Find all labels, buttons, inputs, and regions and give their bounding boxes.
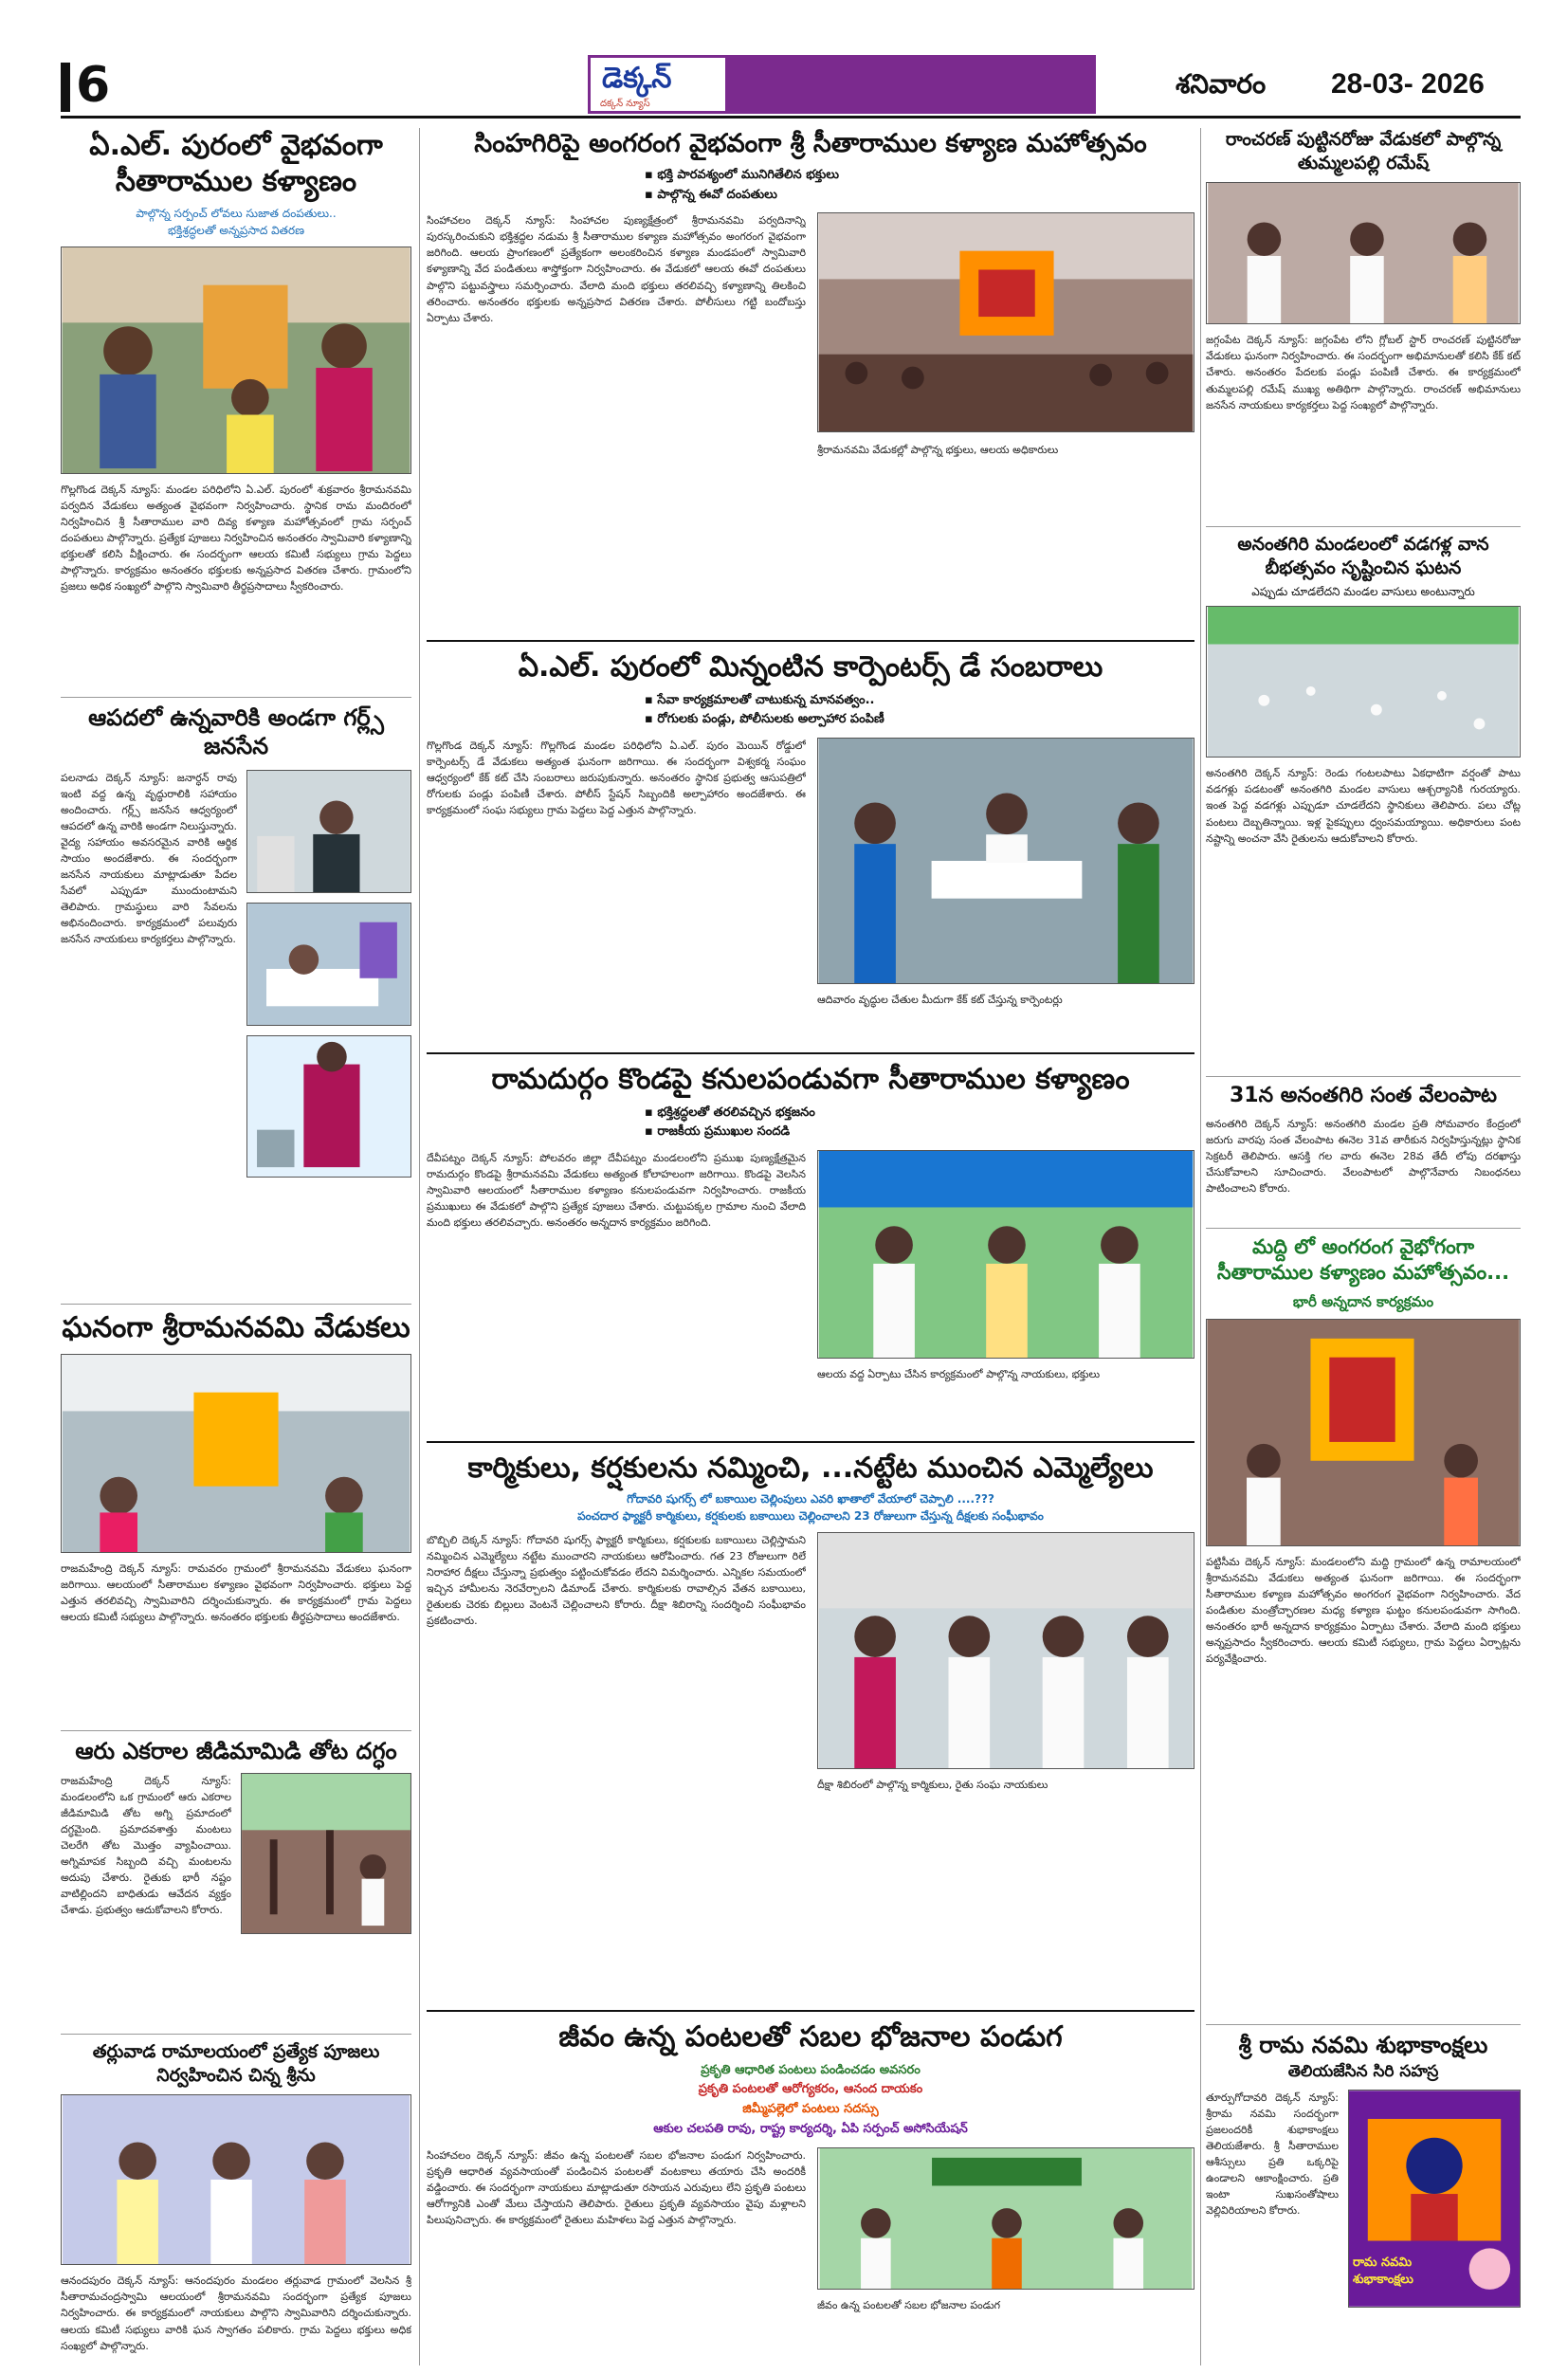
photo-navami-image <box>62 1355 410 1552</box>
article-body: రాజమహేంద్రి దెక్కన్ న్యూస్: రామవరం గ్రామంలో శ్రీరామనవమి వేడుకలు ఘనంగా జరిగాయి. ఆలయంలో సీతారాముల కళ్యాణం వైభవంగా నిర్వహించారు. భక్తులు పెద్ద ఎత్తున తరలివచ్చి స్వామివారిని దర్శించుకున్నారు. ఈ కార్యక్రమంలో గ్రామ పెద్దలు ఆలయ కమిటీ సభ్యులు పాల్గొన్నారు. అనంతరం భక్తులకు తీర్థప్రసాదాలు అందజేశారు. <box>61 1561 411 1623</box>
photo-hospital <box>246 903 411 1026</box>
article-body: గొల్లగొండ దెక్కన్ న్యూస్: మండల పరిధిలోని ఏ.ఎల్. పురంలో శుక్రవారం శ్రీరామనవమి పర్వదిన వేడుకలు అత్యంత వైభవంగా నిర్వహించారు. స్థానిక రామ మందిరంలో నిర్వహించిన శ్రీ సీతారాముల వారి దివ్య కళ్యాణ మహోత్సవంలో గ్రామ సర్పంచ్ దంపతులు పాల్గొన్నారు. ప్రత్యేక పూజలు నిర్వహించిన అనంతరం స్వామివారి కళ్యాణాన్ని భక్తులతో కలిసి వీక్షించారు. ఈ సందర్భంగా ఆలయ కమిటీ సభ్యులు గ్రామ పెద్దలు పాల్గొన్నారు. కార్యక్రమం అనంతరం భక్తులకు అన్నప్రసాద వితరణ చేశారు. గ్రామంలోని ప్రజలు అధిక సంఖ్యలో పాల్గొని స్వామివారి తీర్థప్రసాదాలు స్వీకరించారు. <box>61 484 411 594</box>
photo-caption: జీవం ఉన్న పంటలతో సబల భోజనాల పండుగ <box>817 2298 1001 2311</box>
article-ghananga-navami <box>61 1304 411 1750</box>
subheadline: ఎప్పుడు చూడలేదని మండల వాసులు అంటున్నారు <box>1251 585 1475 599</box>
article-jeedimamidi <box>61 1730 411 2019</box>
subheadline: ▪ సేవా కార్యక్రమాలతో చాటుకున్న మానవత్వం.. <box>645 693 874 707</box>
masthead <box>0 0 1568 114</box>
photo-simhagiri <box>817 212 1194 432</box>
photo-meeting <box>246 770 411 893</box>
logo <box>588 55 728 114</box>
photo-patient <box>246 1035 411 1178</box>
navami-poster <box>1348 2090 1521 2308</box>
article-maddi <box>1206 1228 1521 2009</box>
photo-carpenters-image <box>818 739 1194 983</box>
column-divider <box>419 128 420 2365</box>
photo-maddi <box>1206 1319 1521 1546</box>
subheadline: పాల్గొన్న సర్పంచ్ లోవలు సుజాత దంపతులు.. <box>136 207 337 220</box>
logo-tagline: దక్కన్ న్యూస్ <box>600 99 650 109</box>
photo-tarluvada-image <box>62 2095 410 2264</box>
subheadline: భక్తిశ్రద్ధలతో అన్నప్రసాద వితరణ <box>167 224 305 237</box>
issue-day: శనివారం <box>1176 68 1267 100</box>
headline: ఆపదలో ఉన్నవారికి అండగా గర్ల్స్ జనసేన <box>61 697 411 760</box>
issue-date: 28-03- 2026 <box>1331 68 1485 100</box>
headline: మద్ది లో అంగరంగ వైభోగంగా సీతారాముల కళ్యాణం మహోత్సవం... <box>1206 1228 1521 1287</box>
headline: శ్రీ రామ నవమి శుభాకాంక్షలు <box>1206 2024 1521 2059</box>
headline: కార్మికులు, కర్షకులను నమ్మించి, ...నట్టేట ముంచిన ఎమ్మెల్యేలు <box>427 1441 1194 1487</box>
subheadline: తెలియజేసిన సిరి సహస్ర <box>1287 2062 1439 2081</box>
photo-burnt-orchard <box>241 1773 411 1934</box>
headline: ఏ.ఎల్. పురంలో మిన్నంటిన కార్పెంటర్స్ డే సంబరాలు <box>427 640 1194 685</box>
headline: ఏ.ఎల్. పురంలో వైభవంగా సీతారాముల కళ్యాణం <box>89 129 383 198</box>
subheadline: ▪ భక్తిశ్రద్ధలతో తరలివచ్చిన భక్తజనం <box>645 1105 815 1120</box>
article-ramcharan <box>1206 128 1521 521</box>
subheadlines <box>427 166 1194 206</box>
poster-text: రామ నవమి శుభాకాంక్షలు <box>1353 2255 1413 2288</box>
subheadline: ప్రకృతి ఆధారిత పంటలు పండించడం అవసరం <box>701 2062 921 2077</box>
headline: రామదుర్గం కొండపై కనులపండువగా సీతారాముల కళ్యాణం <box>427 1052 1194 1098</box>
photo-simhagiri-image <box>818 213 1194 431</box>
article-body: గొల్లగొండ దెక్కన్ న్యూస్: గొల్లగొండ మండల పరిధిలోని ఏ.ఎల్. పురం మెయిన్ రోడ్డులో కార్పెంటర్స్ డే వేడుకలు అత్యంత ఘనంగా జరిగాయి. ఈ సందర్భంగా విశ్వకర్మ సంఘం ఆధ్వర్యంలో కేక్ కట్ చేసి సంబరాలు జరుపుకున్నారు. అనంతరం స్థానిక ప్రభుత్వ ఆసుపత్రిలో రోగులకు పండ్లు పంపిణీ చేశారు. పోలీస్ స్టేషన్ సిబ్బందికి అల్పాహారం అందజేశారు. ఈ కార్యక్రమంలో సంఘ సభ్యులు గ్రామ పెద్దలు పెద్ద ఎత్తున పాల్గొన్నారు. <box>427 740 806 817</box>
subheadline: ఆకుల చలపతి రావు, రాష్ట్ర కార్యదర్శి, ఏపి సర్పంచ్ అసోసియేషన్ <box>653 2121 968 2136</box>
article-al-puram-kalyanam <box>61 128 411 719</box>
photo-sabala <box>817 2147 1194 2290</box>
photo-hailstorm <box>1206 606 1521 758</box>
subheadline: జిమ్మీపల్లెలో పంటలు సదస్సు <box>742 2102 879 2117</box>
photo-carpenters <box>817 738 1194 984</box>
article-body: ఆనందపురం దెక్కన్ న్యూస్: ఆనందపురం మండలం తర్లువాడ గ్రామంలో వెలసిన శ్రీ సీతారామచంద్రస్వామి ఆలయంలో శ్రీరామనవమి సందర్భంగా ప్రత్యేక పూజలు నిర్వహించారు. ఈ కార్యక్రమంలో నాయకులు పాల్గొని స్వామివారిని దర్శించుకున్నారు. ఆలయ కమిటీ సభ్యులు వారికి ఘన స్వాగతం పలికారు. గ్రామ పెద్దలు భక్తులు అధిక సంఖ్యలో పాల్గొన్నారు. <box>61 2274 411 2352</box>
page-number-bar <box>61 63 70 112</box>
article-body: పట్టిసీమ దెక్కన్ న్యూస్: మండలంలోని మద్ది గ్రామంలో ఉన్న రామాలయంలో శ్రీరామనవమి వేడుకలు అత్యంత ఘనంగా జరిగాయి. ఈ సందర్భంగా సీతారాముల కళ్యాణ మహోత్సవం అంగరంగ వైభవంగా నిర్వహించారు. వేద పండితుల మంత్రోచ్ఛారణల మధ్య కళ్యాణ ఘట్టం కనులపండువగా సాగింది. అనంతరం భారీ అన్నదాన కార్యక్రమం ఏర్పాటు చేశారు. వేలాది మంది భక్తులు అన్నప్రసాదం స్వీకరించారు. ఆలయ కమిటీ సభ్యులు, గ్రామ పెద్దలు ఏర్పాట్లను పర్యవేక్షించారు. <box>1206 1555 1521 1665</box>
article-body: రాజమహేంద్రి దెక్కన్ న్యూస్: మండలంలోని ఒక గ్రామంలో ఆరు ఎకరాల జీడిమామిడి తోట అగ్ని ప్రమాదంలో దగ్ధమైంది. ప్రమాదవశాత్తు మంటలు చెలరేగి తోట మొత్తం వ్యాపించాయి. అగ్నిమాపక సిబ్బంది వచ్చి మంటలను అదుపు చేశారు. రైతుకు భారీ నష్టం వాటిల్లిందని బాధితుడు ఆవేదన వ్యక్తం చేశాడు. ప్రభుత్వం ఆదుకోవాలని కోరారు. <box>61 1775 231 1917</box>
column-divider <box>1200 128 1201 2365</box>
subheadline: ▪ భక్తి పారవశ్యంలో మునిగితేలిన భక్తులు <box>645 168 839 182</box>
headline: అనంతగిరి మండలంలో వడగళ్ల వాన బీభత్సవం సృష్టించిన ఘటన <box>1206 526 1521 579</box>
photo-navami <box>61 1354 411 1553</box>
logo-banner <box>588 55 1096 114</box>
photo-kalyanam-image <box>62 247 410 473</box>
article-body: అనంతగిరి దెక్కన్ న్యూస్: అనంతగిరి మండల ప్రతి సోమవారం కేంద్రంలో జరుగు వారపు సంత వేలంపాట ఈనెల 31వ తారీకున నిర్వహిస్తున్నట్లు స్థానిక సెక్రటరీ తెలిపారు. ఆసక్తి గల వారు ఈనెల 28వ తేదీ లోపు దరఖాస్తు చేసుకోవాలని సూచించారు. వేలంపాటలో పాల్గొనేవారు నిబంధనలు పాటించాలని కోరారు. <box>1206 1117 1521 1195</box>
headline: ఘనంగా శ్రీరామనవమి వేడుకలు <box>61 1304 411 1346</box>
article-carpenters <box>427 640 1194 1060</box>
article-body: దేవీపట్నం దెక్కన్ న్యూస్: పోలవరం జిల్లా దేవీపట్నం మండలంలోని ప్రముఖ పుణ్యక్షేత్రమైన రామదుర్గం కొండపై శ్రీరామనవమి వేడుకలు అత్యంత కోలాహలంగా జరిగాయి. కొండపై వెలసిన స్వామివారి ఆలయంలో సీతారాముల కళ్యాణం కనులపండువగా నిర్వహించారు. రాజకీయ ప్రముఖులు ఈ వేడుకలో పాల్గొని ప్రత్యేక పూజలు చేశారు. చుట్టుపక్కల గ్రామాల నుంచి వేలాది మంది భక్తులు తరలివచ్చారు. అనంతరం అన్నదాన కార్యక్రమం జరిగింది. <box>427 1152 806 1230</box>
photo-burnt-orchard-image <box>242 1774 410 1933</box>
photo-caption: ఆదివారం వృద్ధుల చేతుల మీదుగా కేక్ కట్ చేస్తున్న కార్పెంటర్లు <box>817 994 1063 1007</box>
article-body: పలనాడు దెక్కన్ న్యూస్: జనార్ధన్ రావు ఇంటి వద్ద ఉన్న వృద్ధురాలికి సహాయం అందించారు. గర్ల్స్ జనసేన ఆధ్వర్యంలో ఆపదలో ఉన్న వారికి అండగా నిలుస్తున్నారు. వైద్య సహాయం అవసరమైన వారికి ఆర్థిక సాయం అందజేశారు. ఈ సందర్భంగా జనసేన నాయకులు మాట్లాడుతూ పేదల సేవలో ఎప్పుడూ ముందుంటామని తెలిపారు. గ్రామస్థులు వారి సేవలను అభినందించారు. కార్యక్రమంలో పలువురు జనసేన నాయకులు కార్యకర్తలు పాల్గొన్నారు. <box>61 772 237 946</box>
photo-maddi-image <box>1207 1320 1520 1545</box>
subheadlines <box>427 1104 1194 1143</box>
subheadline: ▪ రాజకీయ ప్రముఖుల సందడి <box>645 1124 790 1139</box>
logo-text: డెక్కన్ <box>602 62 672 95</box>
headline: రాంచరణ్ పుట్టినరోజు వేడుకలో పాల్గొన్న తుమ్మలపల్లి రమేష్ <box>1225 129 1502 173</box>
subheadline: ప్రకృతి పంటలతో ఆరోగ్యకరం, ఆనంద దాయకం <box>698 2082 923 2097</box>
subheadline: ▪ రోగులకు పండ్లు, పోలీసులకు అల్పాహార పంపిణీ <box>645 712 884 726</box>
article-apadalo-girls <box>61 697 411 1301</box>
article-santha <box>1206 1076 1521 1220</box>
masthead-rule <box>61 116 1521 119</box>
subheadline: భారీ అన్నదాన కార్యక్రమం <box>1292 1292 1434 1310</box>
headline: 31న అనంతగిరి సంత వేలంపాట <box>1206 1076 1521 1110</box>
photo-caption: శ్రీరామనవమి వేడుకల్లో పాల్గొన్న భక్తులు, ఆలయ అధికారులు <box>817 444 1059 457</box>
article-body: సింహాచలం దెక్కన్ న్యూస్: జీవం ఉన్న పంటలతో సబల భోజనాల పండుగ నిర్వహించారు. ప్రకృతి ఆధారిత వ్యవసాయంతో పండించిన పంటలతో వంటకాలు తయారు చేసి అందరికీ వడ్డించారు. ఈ సందర్భంగా నాయకులు మాట్లాడుతూ రసాయన ఎరువులు లేని ప్రకృతి పంటలు ఆరోగ్యానికి ఎంతో మేలు చేస్తాయని తెలిపారు. రైతులు ప్రకృతి వ్యవసాయం వైపు మళ్లాలని పిలుపునిచ్చారు. ఈ కార్యక్రమంలో రైతులు మహిళలు పెద్ద ఎత్తున పాల్గొన్నారు. <box>427 2148 806 2226</box>
photo-karmikulu <box>817 1532 1194 1769</box>
headline: సింహగిరిపై అంగరంగ వైభవంగా శ్రీ సీతారాముల కళ్యాణ మహోత్సవం <box>474 129 1147 158</box>
photo-kalyanam <box>61 247 411 474</box>
photo-patient-image <box>247 1036 410 1177</box>
headline: జీవం ఉన్న పంటలతో సబల భోజనాల పండుగ <box>427 2010 1194 2055</box>
article-simhagiri <box>427 128 1194 648</box>
subheadline: గోదావరి షుగర్స్ లో బకాయిల చెల్లింపులు ఎవరి ఖాతాలో వేయాలో చెప్పాలి ....??? <box>627 1491 994 1506</box>
article-body: తూర్పుగోదావరి దెక్కన్ న్యూస్: శ్రీరామ నవమి సందర్భంగా ప్రజలందరికీ శుభాకాంక్షలు తెలియజేశారు. శ్రీ సీతారాముల ఆశీస్సులు ప్రతి ఒక్కరిపై ఉండాలని ఆకాంక్షించారు. ప్రతి ఇంటా సుఖసంతోషాలు వెల్లివిరియాలని కోరారు. <box>1206 2091 1339 2218</box>
photo-meeting-image <box>247 771 410 892</box>
photo-ramadurgam <box>817 1150 1194 1359</box>
article-ramadurgam <box>427 1052 1194 1434</box>
article-body: సింహాచలం దెక్కన్ న్యూస్: సింహాచల పుణ్యక్షేత్రంలో శ్రీరామనవమి పర్వదినాన్ని పురస్కరించుకుని భక్తిశ్రద్ధల నడుమ శ్రీ సీతారాముల కళ్యాణ మహోత్సవం అంగరంగ వైభవంగా జరిగింది. ఆలయ ప్రాంగణంలో ప్రత్యేకంగా అలంకరించిన కళ్యాణ మండపంలో స్వామివారి కళ్యాణాన్ని వేద పండితులు శాస్త్రోక్తంగా నిర్వహించారు. ఈ వేడుకలో ఆలయ ఈవో దంపతులు పాల్గొని పట్టువస్త్రాలు సమర్పించారు. వేలాది మంది భక్తులు తరలివచ్చి కళ్యాణాన్ని తిలకించి తరించారు. అనంతరం భక్తులకు అన్నప్రసాద వితరణ చేశారు. పోలీసులు గట్టి బందోబస్తు ఏర్పాటు చేశారు. <box>427 214 806 324</box>
article-sabala-bhojanalu <box>427 2010 1194 2374</box>
subheadline: పంచదార ఫ్యాక్టరీ కార్మికులు, కర్షకులకు బకాయిలు చెల్లించాలని 23 రోజులుగా చేస్తున్న దీక్షలకు సంఘీభావం <box>577 1508 1044 1523</box>
photo-ramadurgam-image <box>818 1151 1194 1358</box>
headline: తర్లువాడ రామాలయంలో ప్రత్యేక పూజలు నిర్వహించిన చిన్న శ్రీను <box>61 2034 411 2087</box>
article-navami-wishes <box>1206 2024 1521 2336</box>
subheadline: ▪ పాల్గొన్న ఈవో దంపతులు <box>645 188 777 202</box>
article-body: బొబ్బిలి దెక్కన్ న్యూస్: గోదావరి షుగర్స్ ఫ్యాక్టరీ కార్మికులు, కర్షకులకు బకాయిలు చెల్లిస్తామని నమ్మించిన ఎమ్మెల్యేలు నట్టేట ముంచారని నాయకులు ఆరోపించారు. గత 23 రోజులుగా రిలే నిరాహార దీక్షలు చేస్తున్నా ప్రభుత్వం పట్టించుకోవడం లేదని విమర్శించారు. ఎన్నికల సమయంలో ఇచ్చిన హామీలను నెరవేర్చాలని డిమాండ్ చేశారు. కార్మికులకు రావాల్సిన వేతన బకాయిలు, రైతులకు చెరకు బిల్లులు వెంటనే చెల్లించాలని కోరారు. దీక్షా శిబిరాన్ని సందర్శించి సంఘీభావం ప్రకటించారు. <box>427 1533 806 1627</box>
subheadlines <box>427 691 1194 731</box>
photo-hospital-image <box>247 904 410 1025</box>
photo-hailstorm-image <box>1207 607 1520 757</box>
photo-ramcharan <box>1206 182 1521 324</box>
article-body: అనంతగిరి దెక్కన్ న్యూస్: రెండు గంటలపాటు ఏకధాటిగా వర్షంతో పాటు వడగళ్లు పడటంతో అనంతగిరి మండల వాసులు ఆశ్చర్యానికి గురయ్యారు. ఇంత పెద్ద వడగళ్లు ఎప్పుడూ చూడలేదని స్థానికులు తెలిపారు. పలు చోట్ల పంటలు దెబ్బతిన్నాయి. ఇళ్ల పైకప్పులు ధ్వంసమయ్యాయి. అధికారులు పంట నష్టాన్ని అంచనా వేసి రైతులను ఆదుకోవాలని కోరారు. <box>1206 767 1521 845</box>
article-anantagiri-vadagalu <box>1206 526 1521 1050</box>
photo-karmikulu-image <box>818 1533 1194 1768</box>
photo-ramcharan-image <box>1207 183 1520 323</box>
photo-sabala-image <box>818 2148 1194 2289</box>
article-karmikulu <box>427 1441 1194 1968</box>
article-tarluvada <box>61 2034 411 2374</box>
article-body: జగ్గంపేట దెక్కన్ న్యూస్: జగ్గంపేట లోని గ్లోబల్ స్టార్ రాంచరణ్ పుట్టినరోజు వేడుకలు ఘనంగా నిర్వహించారు. ఈ సందర్భంగా అభిమానులతో కలిసి కేక్ కట్ చేశారు. అనంతరం పేదలకు పండ్లు పంపిణీ చేశారు. ఈ కార్యక్రమంలో తుమ్మలపల్లి రమేష్ ముఖ్య అతిథిగా పాల్గొన్నారు. రాంచరణ్ అభిమానులు జనసేన నాయకులు కార్యకర్తలు పెద్ద సంఖ్యలో పాల్గొన్నారు. <box>1206 334 1521 411</box>
photo-tarluvada <box>61 2094 411 2265</box>
headline: ఆరు ఎకరాల జీడిమామిడి తోట దగ్ధం <box>61 1730 411 1765</box>
photo-caption: దీక్షా శిబిరంలో పాల్గొన్న కార్మికులు, రైతు సంఘ నాయకులు <box>817 1778 1048 1791</box>
page-number: 6 <box>76 57 111 114</box>
photo-caption: ఆలయ వద్ద ఏర్పాటు చేసిన కార్యక్రమంలో పాల్గొన్న నాయకులు, భక్తులు <box>817 1368 1101 1381</box>
